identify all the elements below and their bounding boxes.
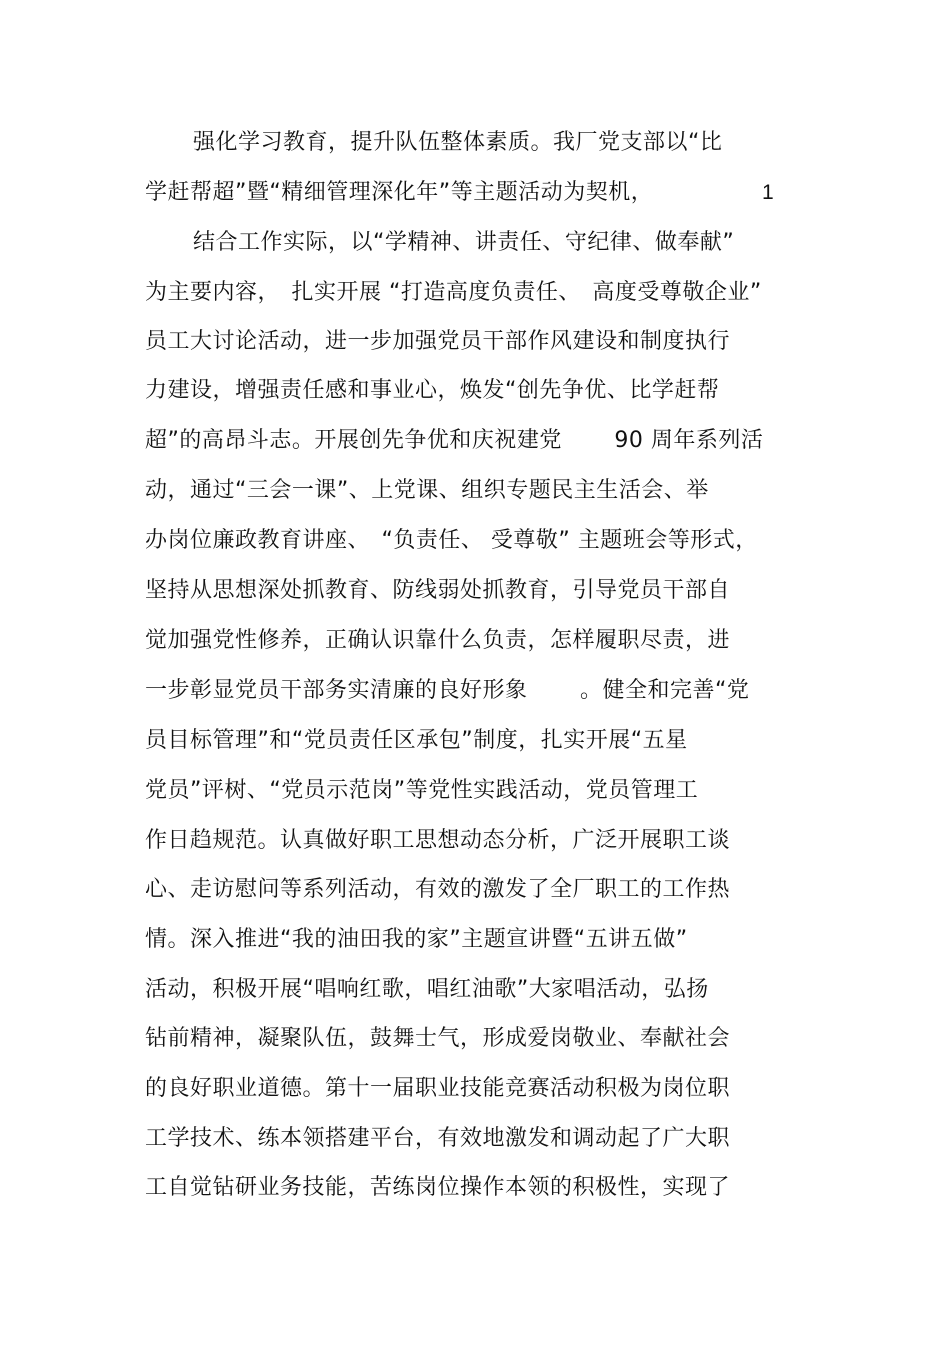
paragraph-line: 学赶帮超”暨“精细管理深化年”等主题活动为契机，	[145, 180, 654, 205]
paragraph-line: 动，通过“三会一课”、上党课、组织专题民主生活会、举	[145, 478, 709, 503]
paragraph-line: 超”的高昂斗志。开展创先争优和庆祝建党 90 周年系列活	[145, 428, 764, 453]
paragraph-line: 心、走访慰问等系列活动，有效的激发了全厂职工的工作热	[145, 877, 731, 902]
paragraph-line: 一步彰显党员干部务实清廉的良好形象 。健全和完善“党	[145, 678, 750, 703]
paragraph-line: 力建设，增强责任感和事业心，焕发“创先争优、比学赶帮	[145, 378, 720, 403]
paragraph-line: 结合工作实际，以“学精神、讲责任、守纪律、做奉献”	[193, 230, 735, 255]
paragraph-line: 办岗位廉政教育讲座、 “负责任、 受尊敬” 主题班会等形式，	[145, 528, 758, 553]
paragraph-line: 情。深入推进“我的油田我的家”主题宣讲暨“五讲五做”	[145, 927, 688, 952]
paragraph-line: 活动，积极开展“唱响红歌，唱红油歌”大家唱活动，弘扬	[145, 977, 709, 1002]
paragraph-line: 觉加强党性修养，正确认识靠什么负责，怎样履职尽责，进	[145, 628, 731, 653]
paragraph-line: 党员”评树、“党员示范岗”等党性实践活动，党员管理工	[145, 778, 699, 803]
paragraph-line: 工学技术、练本领搭建平台，有效地激发和调动起了广大职	[145, 1126, 731, 1151]
page-number: 1	[762, 181, 774, 204]
paragraph-line: 员目标管理”和“党员责任区承包”制度，扎实开展“五星	[145, 728, 688, 753]
paragraph-line: 坚持从思想深处抓教育、防线弱处抓教育，引导党员干部自	[145, 578, 731, 603]
paragraph-line: 工自觉钻研业务技能，苦练岗位操作本领的积极性，实现了	[145, 1175, 731, 1200]
paragraph-line: 为主要内容， 扎实开展 “打造高度负责任、 高度受尊敬企业”	[145, 280, 762, 305]
paragraph-line: 强化学习教育，提升队伍整体素质。我厂党支部以“比	[193, 130, 723, 155]
paragraph-line: 作日趋规范。认真做好职工思想动态分析，广泛开展职工谈	[145, 828, 731, 853]
paragraph-line: 员工大讨论活动，进一步加强党员干部作风建设和制度执行	[145, 329, 731, 354]
paragraph-line: 的良好职业道德。第十一届职业技能竞赛活动积极为岗位职	[145, 1076, 731, 1101]
paragraph-line: 钻前精神，凝聚队伍，鼓舞士气，形成爱岗敬业、奉献社会	[145, 1026, 731, 1051]
